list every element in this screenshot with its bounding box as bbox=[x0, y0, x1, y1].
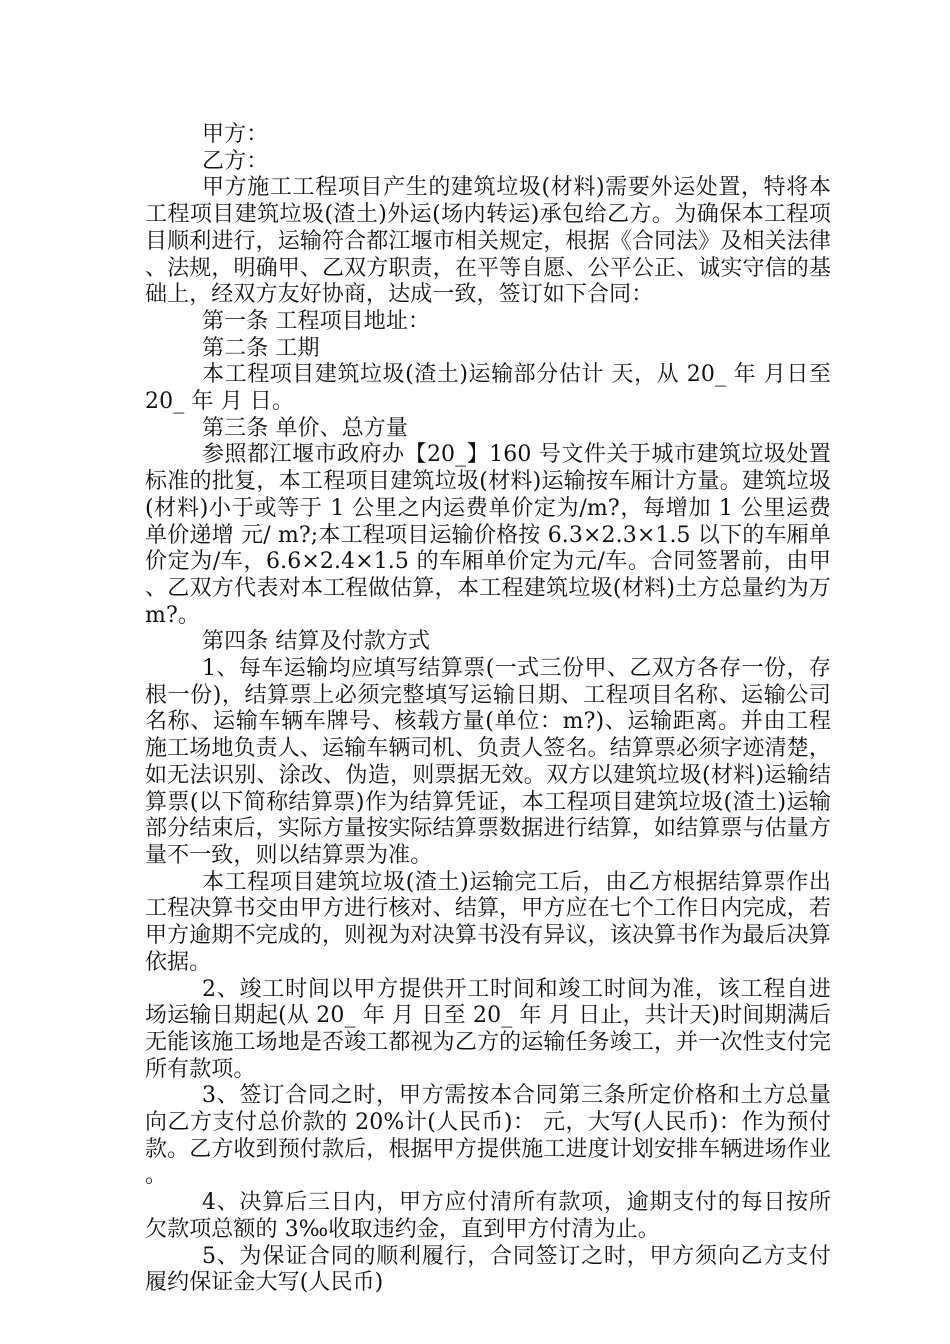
article-2-heading: 第二条 工期 bbox=[202, 335, 320, 361]
clause-1-paragraph: 1、每车运输均应填写结算票(一式三份甲、乙双方各存一份，存根一份)，结算票上必须完整填写运输日期、工程项目名称、运输公司名称、运输车辆车牌号、核载方量(单位：m?)、运输距离。并由工程施工场地负责人、运输车辆司机、负责人签名。结算票必须字迹清楚，如无法识别、涂改、伪造，则票据无效。双方以建筑垃圾(材料)运输结算票(以下简称结算票)作为结算凭证，本工程项目建筑垃圾(渣土)运输部分结束后，实际方量按实际结算票数据进行结算，如结算票与估量方量不一致，则以结算票为准。 bbox=[145, 656, 831, 868]
article-3-paragraph: 参照都江堰市政府办【20_】160 号文件关于城市建筑垃圾处置标准的批复，本工程项目建筑垃圾(材料)运输按车厢计方量。建筑垃圾(材料)小于或等于 1 公里之内运费单价定为/m?，每增加 1 公里运费单价递增 元/ m?;本工程项目运输价格按 6.3×2.3×1.5 以下的车厢单价定为/车，6.6×2.4×1.5 的车厢单价定为元/车。合同签署前，由甲、乙双方代表对本工程做估算，本工程建筑垃圾(材料)土方总量约为万 m?。 bbox=[145, 442, 831, 628]
clause-5-paragraph: 5、为保证合同的顺利履行，合同签订之时，甲方须向乙方支付履约保证金大写(人民币) bbox=[145, 1243, 831, 1296]
article-3-heading: 第三条 单价、总方量 bbox=[202, 415, 408, 441]
article-4-heading: 第四条 结算及付款方式 bbox=[202, 629, 431, 655]
party-a-line: 甲方： bbox=[202, 122, 269, 147]
clause-3-paragraph: 3、签订合同之时，甲方需按本合同第三条所定价格和土方总量向乙方支付总价款的 20%计(人民币)： 元，大写(人民币)：作为预付款。乙方收到预付款后，根据甲方提供施工进度计划安排车辆进场作业。 bbox=[145, 1083, 831, 1189]
intro-paragraph: 甲方施工工程项目产生的建筑垃圾(材料)需要外运处置，特将本工程项目建筑垃圾(渣土)外运(场内转运)承包给乙方。为确保本工程项目顺利进行，运输符合都江堰市相关规定，根据《合同法》及相关法律、法规，明确甲、乙双方职责，在平等自愿、公平公正、诚实守信的基础上，经双方友好协商，达成一致，签订如下合同： bbox=[145, 175, 831, 308]
clause-4-paragraph: 4、决算后三日内，甲方应付清所有款项，逾期支付的每日按所欠款项总额的 3‰收取违约金，直到甲方付清为止。 bbox=[145, 1190, 831, 1242]
contract-document bbox=[145, 122, 831, 1297]
clause-1-continuation: 本工程项目建筑垃圾(渣土)运输完工后，由乙方根据结算票作出工程决算书交由甲方进行核对、结算，甲方应在七个工作日内完成，若甲方逾期不完成的，则视为对决算书没有异议，该决算书作为最后决算依据。 bbox=[145, 869, 831, 975]
party-b-line: 乙方： bbox=[202, 148, 269, 174]
clause-2-paragraph: 2、竣工时间以甲方提供开工时间和竣工时间为准，该工程自进场运输日期起(从 20_ 年 月 日至 20_ 年 月 日止，共计天)时间期满后无能该施工场地是否竣工都视为乙方的运输任务竣工，并一次性支付完所有款项。 bbox=[145, 976, 831, 1082]
article-2-paragraph: 本工程项目建筑垃圾(渣土)运输部分估计 天，从 20_ 年 月日至 20_ 年 月 日。 bbox=[145, 362, 831, 415]
article-1-heading: 第一条 工程项目地址： bbox=[202, 308, 431, 334]
